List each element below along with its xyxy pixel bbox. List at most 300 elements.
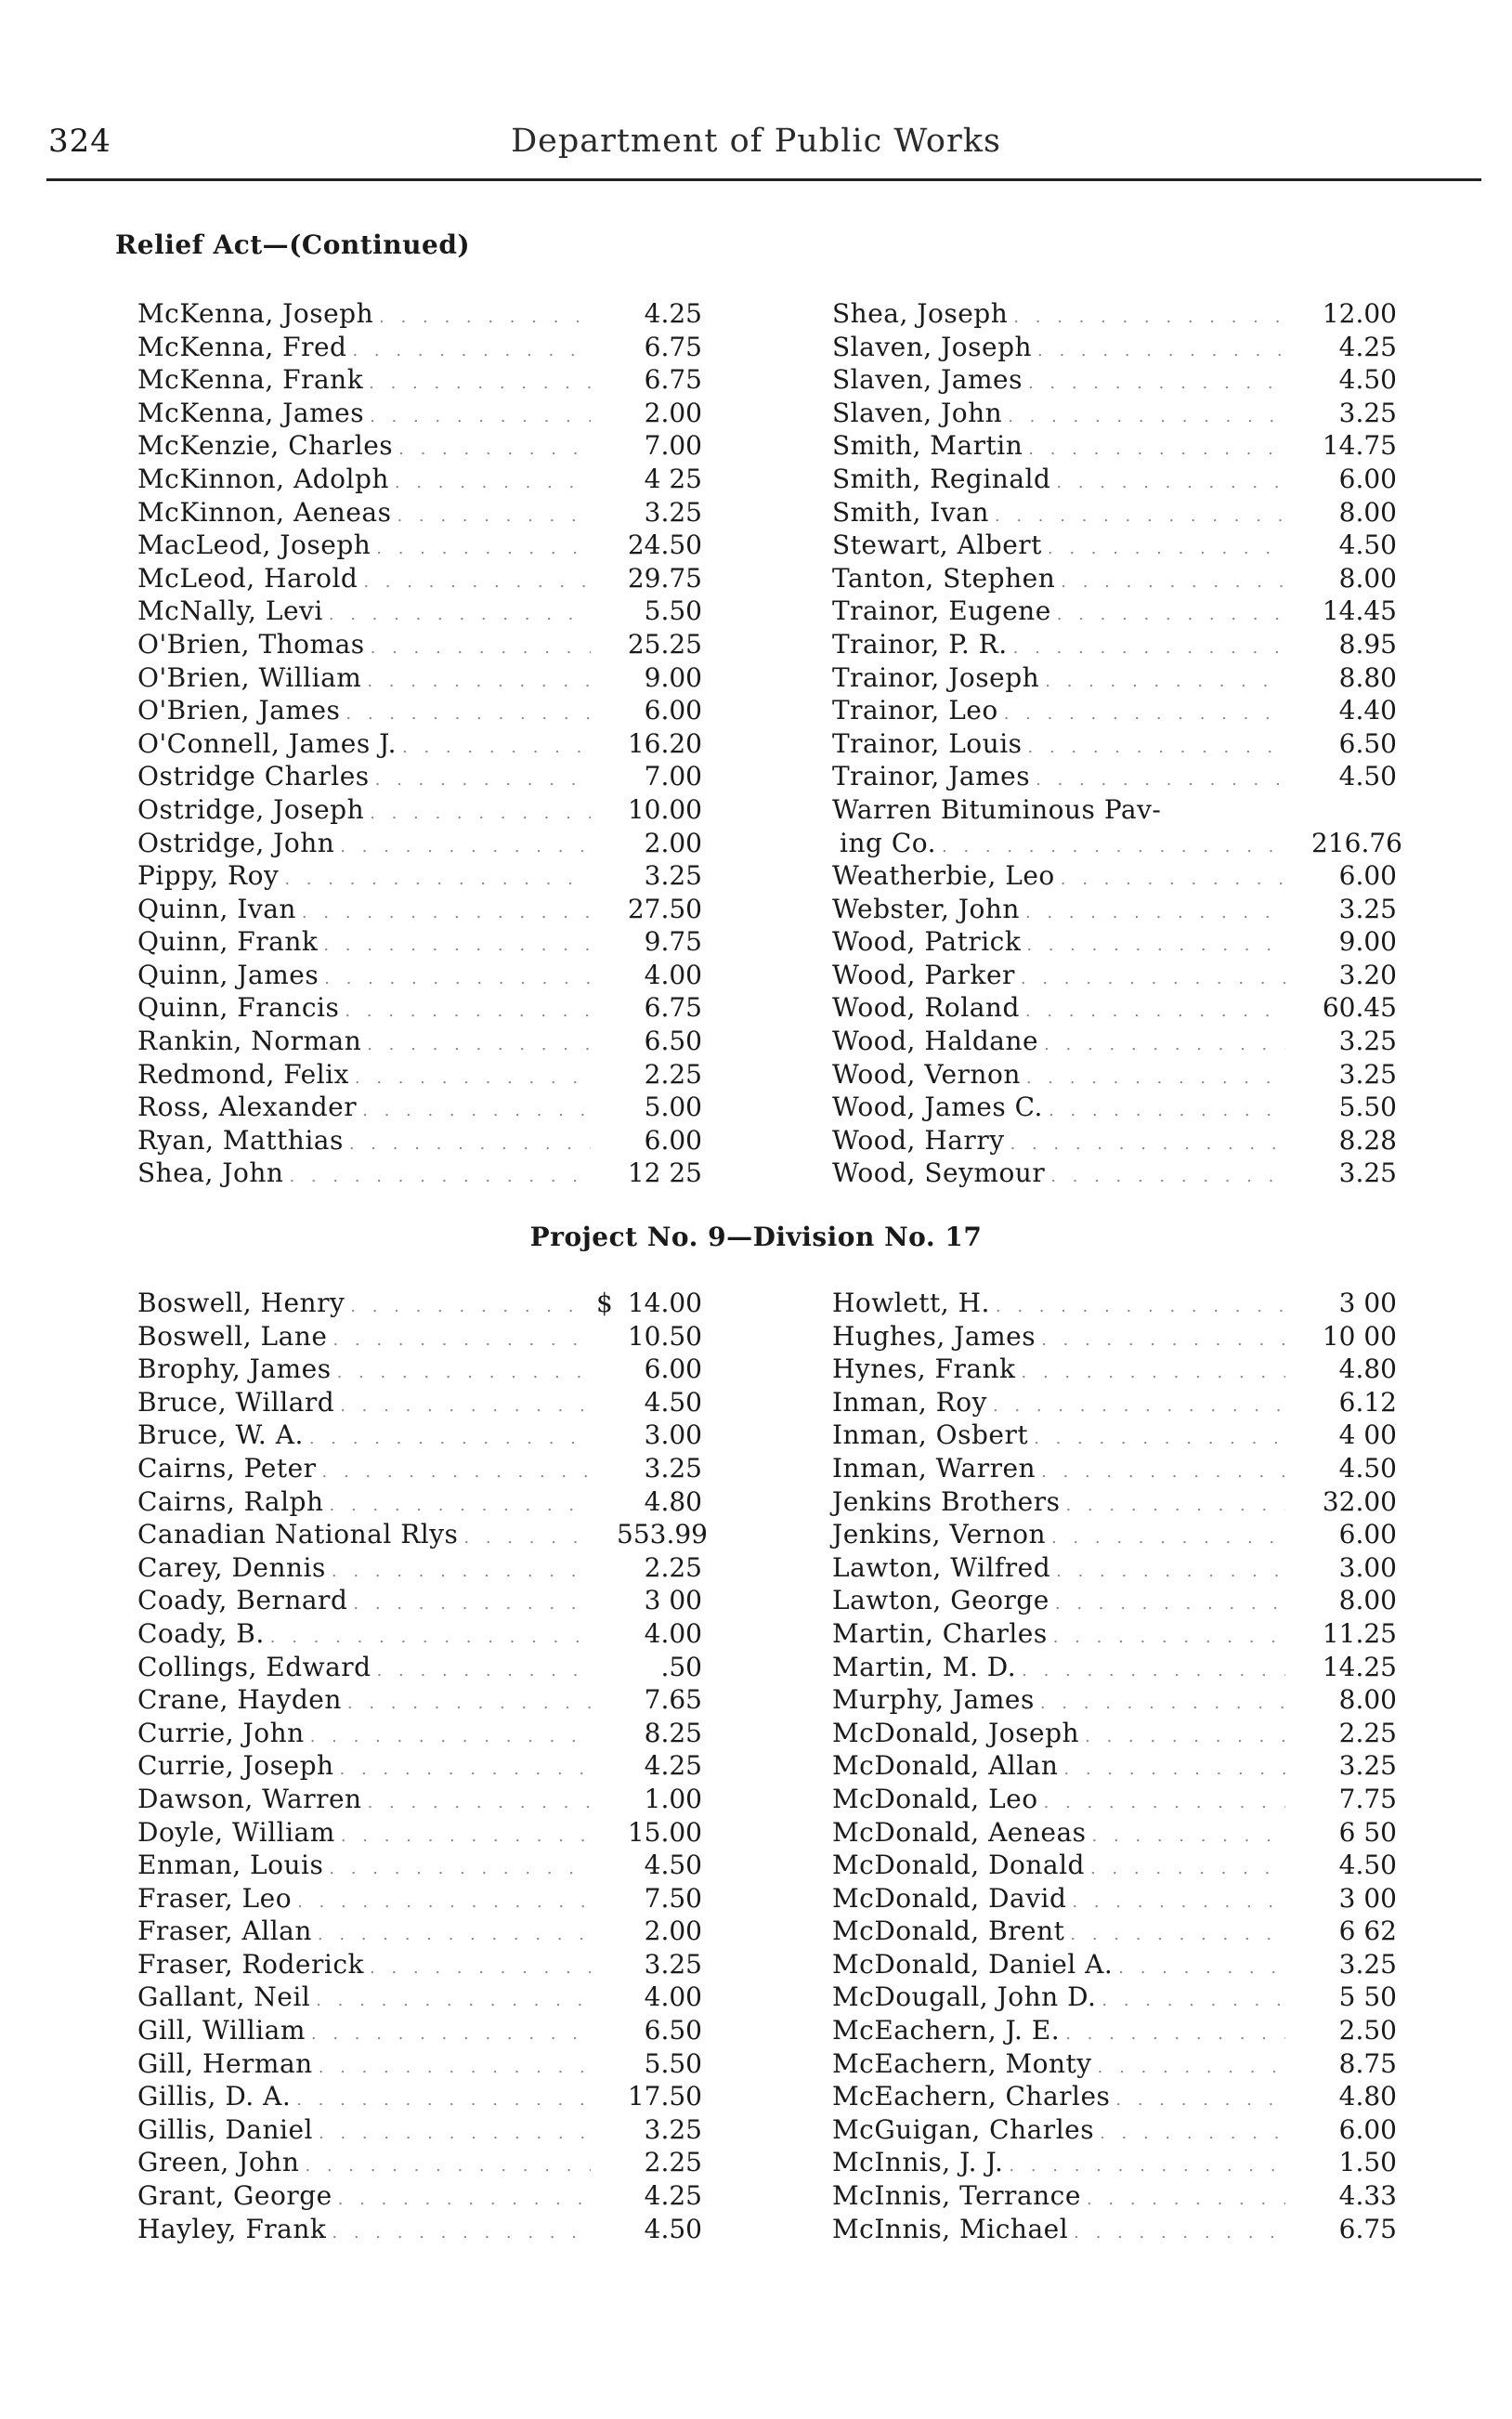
entry-amount: 4.00	[644, 1981, 702, 2013]
entry-name: McInnis, Michael	[832, 2213, 1069, 2244]
entry-amount: 553.99	[617, 1519, 708, 1550]
ledger-entry	[137, 463, 702, 496]
entry-name: Martin, M. D.	[832, 1651, 1017, 1682]
entry-amount: 4.80	[644, 1485, 702, 1517]
dot-leader	[1087, 2179, 1285, 2216]
entry-name: Ross, Alexander	[137, 1092, 358, 1123]
entry-name: Brophy, James	[137, 1353, 332, 1385]
entry-amount: 2.25	[644, 1551, 702, 1583]
dot-leader	[352, 331, 591, 368]
dot-leader	[1061, 562, 1285, 599]
ledger-entry	[137, 1617, 702, 1651]
entry-name: Stewart, Albert	[832, 530, 1042, 561]
dot-leader	[350, 1287, 591, 1324]
ledger-entry	[832, 1584, 1397, 1617]
ledger-entry	[137, 2113, 702, 2147]
entry-amount: 4.50	[644, 2213, 702, 2244]
entry-amount: 14.45	[1322, 595, 1397, 627]
entry-name: Wood, Roland	[832, 992, 1020, 1024]
ledger-entry	[137, 2213, 702, 2246]
entry-name: Warren Bituminous Pav-	[832, 793, 1162, 825]
entry-name: Quinn, Francis	[137, 992, 340, 1024]
entry-name: Jenkins Brothers	[832, 1485, 1061, 1517]
entry-amount: 2.00	[644, 397, 702, 428]
entry-amount: 4.40	[1338, 695, 1397, 726]
dot-leader	[398, 429, 591, 466]
dot-leader	[1070, 1915, 1285, 1952]
ledger-entry	[137, 893, 702, 926]
ledger-entry	[137, 529, 702, 562]
entry-name: Hayley, Frank	[137, 2213, 327, 2244]
entry-amount: 1.00	[644, 1783, 702, 1814]
dot-leader	[1022, 1651, 1285, 1688]
dot-leader	[341, 1816, 591, 1853]
entry-amount: 4.50	[1338, 761, 1397, 792]
entry-amount: 17.50	[627, 2081, 702, 2112]
ledger-entry	[137, 1816, 702, 1850]
dot-leader	[330, 1485, 592, 1523]
dot-leader	[347, 1683, 591, 1720]
entry-amount: 15.00	[627, 1816, 702, 1848]
entry-amount: 8.95	[1338, 628, 1397, 660]
entry-amount: 2.00	[644, 827, 702, 858]
entry-amount: 3.25	[644, 1948, 702, 1980]
ledger-entry	[137, 2047, 702, 2081]
dot-leader	[1026, 925, 1285, 962]
ledger-entry	[137, 496, 702, 530]
entry-name: Trainor, Joseph	[832, 661, 1040, 693]
ledger-entry	[832, 1915, 1397, 1948]
entry-amount: 24.50	[627, 530, 702, 561]
ledger-entry	[832, 959, 1397, 992]
entry-name: Cairns, Peter	[137, 1452, 317, 1484]
ledger-entry	[137, 2014, 702, 2047]
dot-leader	[1028, 363, 1285, 400]
entry-name: Currie, John	[137, 1717, 305, 1748]
dot-leader	[402, 727, 591, 765]
ledger-entry	[832, 628, 1397, 661]
dot-leader	[463, 1518, 591, 1555]
entry-amount: 2.50	[1338, 2015, 1397, 2046]
entry-amount: 6.00	[1338, 2113, 1397, 2145]
dot-leader	[942, 827, 1285, 864]
dot-leader	[323, 925, 591, 962]
ledger-entry	[137, 1058, 702, 1092]
entry-name: Wood, Parker	[832, 959, 1015, 990]
ledger-entry	[137, 595, 702, 628]
ledger-entry	[137, 661, 702, 695]
dot-leader	[1092, 1816, 1285, 1853]
ledger-entry	[832, 1025, 1397, 1058]
ledger-entry	[832, 1717, 1397, 1750]
ledger-entry	[137, 827, 702, 860]
entry-amount: 3 00	[644, 1585, 702, 1616]
dot-leader	[1101, 1981, 1285, 2018]
entry-amount: 6.50	[644, 1026, 702, 1057]
dot-leader	[319, 2047, 591, 2085]
ledger-entry	[137, 1651, 702, 1684]
ledger-entry	[832, 463, 1397, 496]
entry-amount: 6.00	[644, 695, 702, 726]
entry-amount: 4.00	[644, 959, 702, 990]
entry-amount: 4.80	[1338, 1353, 1397, 1385]
dot-leader	[289, 1157, 591, 1194]
entry-name: Smith, Ivan	[832, 496, 989, 528]
dot-leader	[1004, 694, 1285, 731]
dot-leader	[310, 1717, 591, 1754]
dot-leader	[1040, 1683, 1285, 1720]
entry-amount: 7.00	[644, 430, 702, 462]
entry-name: McDonald, Joseph	[832, 1717, 1080, 1748]
entry-amount: 4.50	[1338, 1850, 1397, 1881]
entry-name: McEachern, J. E.	[832, 2015, 1061, 2046]
entry-name: Canadian National Rlys	[137, 1519, 459, 1550]
entry-amount: 2.25	[644, 1058, 702, 1090]
ledger-entry	[137, 694, 702, 727]
entry-amount: 9.00	[1338, 926, 1397, 958]
ledger-entry	[832, 727, 1397, 761]
entry-name: Slaven, James	[832, 364, 1023, 396]
entry-amount: 6.12	[1338, 1386, 1397, 1418]
ledger-entry	[137, 363, 702, 397]
entry-name: Trainor, Louis	[832, 727, 1023, 759]
ledger-entry	[832, 429, 1397, 463]
dot-leader	[1044, 1783, 1285, 1820]
entry-name: McDonald, Aeneas	[832, 1816, 1087, 1848]
dot-leader	[1010, 1124, 1285, 1161]
ledger-entry	[832, 991, 1397, 1025]
dot-leader	[340, 1386, 591, 1423]
ledger-entry	[137, 1353, 702, 1386]
page-header	[0, 0, 1512, 186]
entry-name: O'Brien, James	[137, 695, 341, 726]
entry-amount: 4.50	[1338, 1452, 1397, 1484]
page-number: 324	[48, 123, 111, 160]
entry-name: Smith, Martin	[832, 430, 1023, 462]
entry-amount: 3.25	[1338, 1026, 1397, 1057]
entry-name: Wood, Harry	[832, 1124, 1005, 1156]
ledger-entry	[137, 1287, 702, 1320]
entry-name: MacLeod, Joseph	[137, 530, 371, 561]
entry-name: Dawson, Warren	[137, 1783, 362, 1814]
ledger-entry	[137, 2146, 702, 2179]
dot-leader	[1036, 760, 1285, 797]
entry-name: Boswell, Henry	[137, 1288, 345, 1318]
entry-name: Tanton, Stephen	[832, 562, 1056, 594]
dot-leader	[376, 529, 591, 566]
ledger-entry	[137, 727, 702, 761]
ledger-entry	[137, 991, 702, 1025]
ledger-entry	[832, 2213, 1397, 2246]
entry-name: McKinnon, Adolph	[137, 463, 389, 494]
entry-name: Doyle, William	[137, 1816, 335, 1848]
ledger-entry	[832, 1683, 1397, 1717]
entry-amount: 3.00	[1338, 1551, 1397, 1583]
dot-leader	[1022, 1353, 1285, 1390]
entry-name: Crane, Hayden	[137, 1684, 342, 1716]
entry-name: Bruce, Willard	[137, 1386, 335, 1418]
entry-amount: 8.80	[1338, 661, 1397, 693]
entry-name: Martin, Charles	[832, 1617, 1048, 1649]
ledger-entry	[832, 1518, 1397, 1551]
dot-leader	[318, 1915, 591, 1952]
entry-amount: 2.00	[644, 1916, 702, 1947]
ledger-entry	[832, 397, 1397, 430]
running-title: Department of Public Works	[511, 123, 1001, 160]
ledger-entry	[832, 859, 1397, 893]
section-heading: Relief Act—(Continued)	[115, 229, 471, 260]
ledger-entry	[832, 1091, 1397, 1124]
entry-name: Trainor, James	[832, 761, 1031, 792]
dot-leader	[316, 1981, 591, 2018]
ledger-entry	[137, 760, 702, 793]
entry-name: Slaven, Joseph	[832, 331, 1033, 362]
dot-leader	[1045, 661, 1285, 699]
entry-name: Wood, Patrick	[832, 926, 1022, 958]
dot-leader	[363, 562, 591, 599]
ledger-entry	[832, 2080, 1397, 2113]
dot-leader	[349, 1124, 591, 1161]
ledger-entry	[832, 1419, 1397, 1452]
ledger-entry	[137, 1783, 702, 1816]
ledger-entry	[137, 1948, 702, 1981]
entry-amount: 29.75	[627, 562, 702, 594]
entry-amount: 4.25	[644, 2180, 702, 2212]
ledger-entry	[137, 1551, 702, 1585]
entry-name: Hynes, Frank	[832, 1353, 1016, 1385]
entry-amount: 7.65	[644, 1684, 702, 1716]
entry-name: Grant, George	[137, 2180, 332, 2212]
ledger-entry	[137, 1452, 702, 1485]
dot-leader	[995, 496, 1285, 533]
ledger-entry	[137, 1386, 702, 1419]
dot-leader	[370, 397, 591, 434]
entry-amount: 9.00	[644, 661, 702, 693]
dot-leader	[1034, 1419, 1285, 1456]
entry-name: McInnis, J. J.	[832, 2147, 1004, 2178]
ledger-entry	[832, 1816, 1397, 1850]
entry-name: Jenkins, Vernon	[832, 1519, 1046, 1550]
entry-name: Smith, Reginald	[832, 463, 1051, 494]
ledger-entry	[832, 1948, 1397, 1981]
entry-amount: 9.75	[644, 926, 702, 958]
ledger-entry	[832, 2047, 1397, 2081]
ledger-entry	[137, 628, 702, 661]
ledger-entry	[137, 859, 702, 893]
dot-leader	[329, 1849, 591, 1886]
entry-name: Lawton, Wilfred	[832, 1551, 1051, 1583]
entry-name: Boswell, Lane	[137, 1320, 328, 1352]
header-rule	[46, 178, 1481, 181]
entry-amount: 6 62	[1338, 1916, 1397, 1947]
ledger-entry	[832, 2179, 1397, 2213]
entry-amount: 6.00	[1338, 1519, 1397, 1550]
dot-leader	[1065, 1485, 1285, 1523]
ledger-entry	[137, 1584, 702, 1617]
entry-amount: 1.50	[1338, 2147, 1397, 2178]
dot-leader	[309, 1419, 591, 1456]
dot-leader	[379, 297, 591, 334]
currency-symbol: $	[596, 1288, 613, 1318]
ledger-entry	[832, 893, 1397, 926]
entry-name: Slaven, John	[832, 397, 1003, 428]
ledger-entry	[137, 1320, 702, 1353]
entry-name: McNally, Levi	[137, 595, 323, 627]
entry-amount: 6.00	[644, 1124, 702, 1156]
ledger-entry	[137, 1518, 708, 1551]
entry-name: McDonald, Donald	[832, 1850, 1085, 1881]
dot-leader	[1037, 331, 1285, 368]
dot-leader	[345, 991, 591, 1028]
entry-amount: 3.25	[644, 2113, 702, 2145]
dot-leader	[1025, 893, 1285, 930]
entry-amount: 12 25	[627, 1157, 702, 1189]
ledger-entry	[832, 1981, 1397, 2014]
entry-amount: 6.75	[1338, 2213, 1397, 2244]
dot-leader	[397, 496, 591, 533]
entry-name: Carey, Dennis	[137, 1551, 326, 1583]
entry-name: McKenna, Frank	[137, 364, 364, 396]
dot-leader	[1053, 1617, 1285, 1654]
entry-name: McDonald, Daniel A.	[832, 1948, 1114, 1980]
dot-leader	[296, 2080, 591, 2117]
ledger-entry	[137, 1717, 702, 1750]
entry-amount: 8.00	[1338, 1684, 1397, 1716]
entry-name: Wood, Vernon	[832, 1058, 1021, 1090]
ledger-entry	[832, 1386, 1397, 1419]
ledger-entry	[832, 694, 1397, 727]
entry-name: Coady, Bernard	[137, 1585, 348, 1616]
entry-amount: 5.50	[644, 595, 702, 627]
entry-amount: 4.25	[644, 298, 702, 329]
entry-name: Shea, John	[137, 1157, 284, 1189]
entry-name-continued: ing Co.	[840, 827, 937, 858]
entry-amount: 3.25	[644, 860, 702, 892]
ledger-entry	[137, 331, 702, 364]
entry-amount: 3.25	[1338, 893, 1397, 924]
dot-leader	[371, 628, 591, 665]
entry-name: Fraser, Leo	[137, 1882, 293, 1914]
entry-amount: 4.50	[644, 1850, 702, 1881]
entry-name: Fraser, Roderick	[137, 1948, 364, 1980]
ledger-entry	[137, 1025, 702, 1058]
entry-amount: 60.45	[1322, 992, 1397, 1024]
ledger-entry	[137, 2080, 702, 2113]
ledger-entry	[832, 1485, 1397, 1519]
dot-leader	[1028, 429, 1285, 466]
entry-name: Green, John	[137, 2147, 300, 2178]
entry-amount: 4 00	[1338, 1419, 1397, 1451]
dot-leader	[362, 1091, 591, 1128]
ledger-entry	[137, 925, 702, 959]
ledger-entry	[137, 1882, 702, 1916]
dot-leader	[1028, 727, 1285, 765]
entry-amount: 14.75	[1322, 430, 1397, 462]
entry-name: Gill, William	[137, 2015, 306, 2046]
ledger-entry	[137, 1749, 702, 1783]
dot-leader	[1025, 991, 1285, 1028]
dot-leader	[1048, 529, 1285, 566]
ledger-entry	[832, 297, 1397, 331]
ledger-entry	[832, 2014, 1397, 2047]
entry-amount: 32.00	[1322, 1485, 1397, 1517]
entry-name: McDonald, Leo	[832, 1783, 1038, 1814]
dot-leader	[996, 1287, 1285, 1324]
dot-leader	[1057, 595, 1285, 632]
ledger-entry	[832, 1058, 1397, 1092]
dot-leader	[1063, 1749, 1285, 1786]
dot-leader	[1013, 297, 1285, 334]
ledger-entry	[832, 1749, 1397, 1783]
dot-leader	[370, 793, 591, 830]
dot-leader	[337, 1353, 591, 1390]
dot-leader	[353, 1584, 591, 1621]
entry-amount: 6.00	[1338, 463, 1397, 494]
dot-leader	[302, 893, 591, 930]
ledger-entry	[832, 760, 1397, 793]
entry-name: McKenna, Joseph	[137, 298, 374, 329]
dot-leader	[1021, 959, 1285, 996]
entry-name: Ostridge, John	[137, 827, 335, 858]
entry-amount: 6.50	[644, 2015, 702, 2046]
entry-name: McKenzie, Charles	[137, 430, 394, 462]
dot-leader	[1056, 1551, 1285, 1589]
dot-leader	[1009, 2146, 1285, 2183]
dot-leader	[367, 661, 591, 699]
entry-name: Murphy, James	[832, 1684, 1035, 1716]
entry-amount: 6.75	[644, 364, 702, 396]
entry-amount: 8.25	[644, 1717, 702, 1748]
dot-leader	[1090, 1849, 1285, 1886]
dot-leader	[1061, 859, 1285, 896]
entry-name: Wood, Haldane	[832, 1026, 1039, 1057]
entry-name: Gill, Herman	[137, 2047, 313, 2079]
ledger-entry	[137, 1683, 702, 1717]
entry-name: Ostridge Charles	[137, 761, 370, 792]
dot-leader	[1049, 1091, 1285, 1128]
entry-amount: 216.76	[1311, 827, 1402, 858]
dot-leader	[1044, 1025, 1285, 1062]
dot-leader	[332, 1320, 591, 1357]
dot-leader	[993, 1386, 1285, 1423]
dot-leader	[1050, 1157, 1285, 1194]
entry-amount: 5 50	[1338, 1981, 1397, 2013]
entry-amount: 8.00	[1338, 496, 1397, 528]
dot-leader	[1008, 397, 1285, 434]
dot-leader	[319, 2113, 591, 2151]
ledger-entry	[832, 562, 1397, 595]
dot-leader	[1072, 1882, 1285, 1919]
ledger-entry	[137, 297, 702, 331]
ledger-entry	[832, 496, 1397, 530]
entry-name: Ryan, Matthias	[137, 1124, 344, 1156]
entry-name: Currie, Joseph	[137, 1750, 334, 1782]
entry-name: Gillis, D. A.	[137, 2081, 292, 2112]
dot-leader	[1065, 2014, 1285, 2051]
dot-leader	[1026, 1058, 1285, 1095]
dot-leader	[1056, 463, 1285, 500]
dot-leader	[345, 694, 591, 731]
entry-amount: 5.50	[1338, 1092, 1397, 1123]
dot-leader	[1085, 1717, 1285, 1754]
entry-amount: 6.75	[644, 992, 702, 1024]
entry-amount: 4.00	[644, 1617, 702, 1649]
dot-leader	[311, 2014, 591, 2051]
ledger-entry	[832, 925, 1397, 959]
entry-amount: 6.50	[1338, 727, 1397, 759]
entry-amount: 4 25	[644, 463, 702, 494]
dot-leader	[322, 1452, 591, 1489]
